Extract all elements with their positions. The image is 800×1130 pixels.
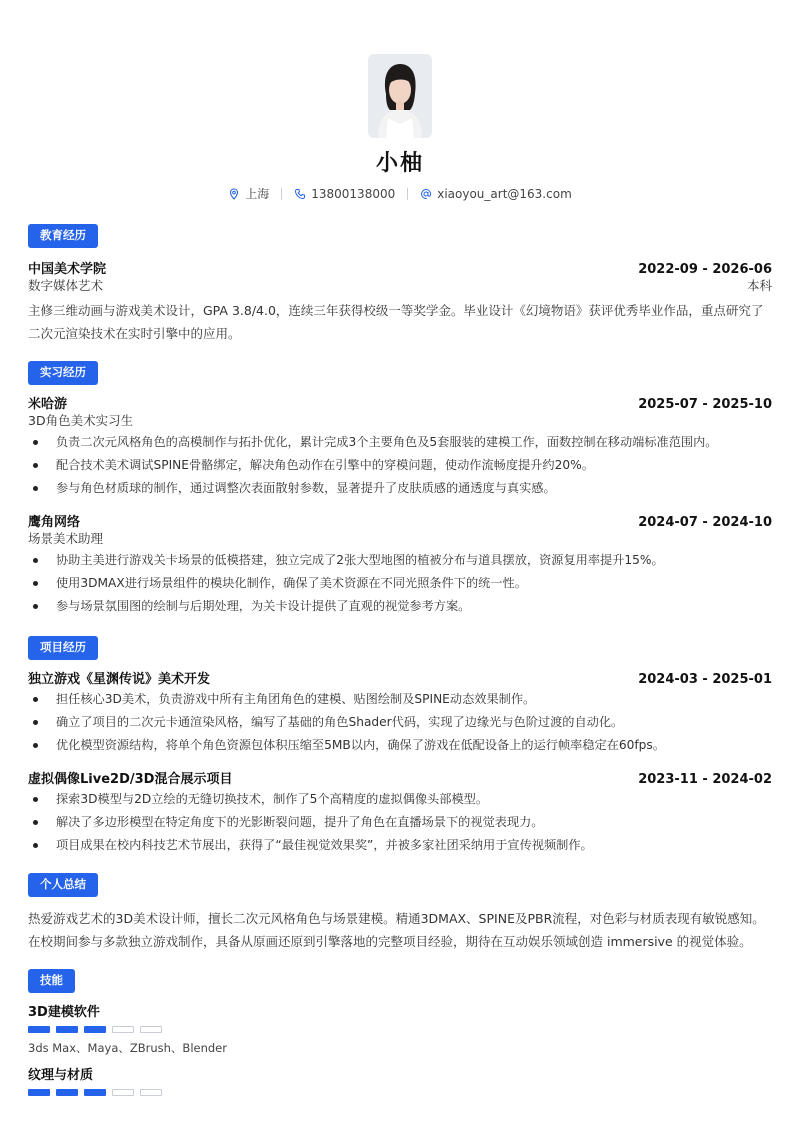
skill-level-filled [28, 1089, 50, 1096]
at-sign-icon [420, 188, 432, 200]
skills-section [28, 969, 772, 1096]
section-title-skills: 技能 [28, 969, 75, 993]
education-description: 主修三维动画与游戏美术设计，GPA 3.8/4.0，连续三年获得校级一等奖学金。毕业设计《幻境物语》获评优秀毕业作品，重点研究了二次元渲染技术在实时引擎中的应用。 [28, 302, 764, 342]
contact-email[interactable] [408, 187, 584, 201]
skill-level-bars [28, 1026, 772, 1033]
section-title-internship: 实习经历 [28, 361, 98, 385]
projects-section [28, 636, 772, 857]
section-title-education: 教育经历 [28, 224, 98, 248]
project-date: 2023-11 - 2024-02 [638, 771, 772, 787]
education-section [28, 224, 772, 345]
skill-level-empty [112, 1089, 134, 1096]
bullet-item: 探索3D模型与2D立绘的无缝切换技术，制作了5个高精度的虚拟偶像头部模型。 [28, 788, 772, 811]
degree: 本科 [746, 277, 772, 293]
skill-level-filled [56, 1026, 78, 1033]
bullet-list [28, 549, 772, 619]
skill-level-empty [140, 1089, 162, 1096]
contact-row [28, 185, 772, 202]
phone-icon [294, 188, 306, 200]
bullet-item: 参与场景氛围图的绘制与后期处理，为关卡设计提供了直观的视觉参考方案。 [28, 595, 772, 618]
skill-description: 3ds Max、Maya、ZBrush、Blender [28, 1040, 227, 1055]
bullet-item: 确立了项目的二次元卡通渲染风格，编写了基础的角色Shader代码，实现了边缘光与色阶过渡的自动化。 [28, 711, 772, 734]
skill-name: 3D建模软件 [28, 1004, 100, 1020]
summary-text: 热爱游戏艺术的3D美术设计师，擅长二次元风格角色与场景建模。精通3DMAX、SPINE及PBR流程，对色彩与材质表现有敏锐感知。在校期间参与多款独立游戏制作，具备从原画还原到引擎落地的完整项目经验，期待在互动娱乐领域创造 immersive 的视觉体验。 [28, 910, 765, 949]
skill-level-filled [56, 1089, 78, 1096]
job-role: 场景美术助理 [28, 530, 104, 546]
section-title-summary: 个人总结 [28, 873, 98, 897]
section-title-projects: 项目经历 [28, 636, 98, 660]
candidate-name: 小柚 [375, 151, 424, 176]
bullet-item: 参与角色材质球的制作，通过调整次表面散射参数，显著提升了皮肤质感的通透度与真实感。 [28, 477, 772, 500]
project-name: 独立游戏《星渊传说》美术开发 [28, 672, 211, 688]
bullet-list [28, 788, 772, 858]
skill-level-filled [84, 1026, 106, 1033]
school-name: 中国美术学院 [28, 261, 107, 277]
location-text: 上海 [245, 187, 270, 201]
education-entry [28, 258, 772, 345]
skill-level-filled [84, 1089, 106, 1096]
bullet-item: 担任核心3D美术，负责游戏中所有主角团角色的建模、贴图绘制及SPINE动态效果制作。 [28, 688, 772, 711]
skill-level-empty [112, 1026, 134, 1033]
internship-entry [28, 511, 772, 619]
project-date: 2024-03 - 2025-01 [638, 672, 772, 688]
project-entry [28, 668, 772, 758]
phone-text: 13800138000 [311, 186, 396, 201]
avatar [368, 54, 432, 138]
contact-location [216, 185, 281, 202]
internship-entry [28, 393, 772, 501]
internship-date: 2024-07 - 2024-10 [638, 514, 772, 530]
skill-name: 纹理与材质 [28, 1067, 94, 1083]
bullet-item: 项目成果在校内科技艺术节展出，获得了“最佳视觉效果奖”，并被多家社团采纳用于宣传视频制作。 [28, 834, 772, 857]
education-date: 2022-09 - 2026-06 [638, 261, 772, 277]
bullet-item: 优化模型资源结构，将单个角色资源包体积压缩至5MB以内，确保了游戏在低配设备上的运行帧率稳定在60fps。 [28, 734, 772, 757]
bullet-item: 协助主美进行游戏关卡场景的低模搭建，独立完成了2张大型地图的植被分布与道具摆放，资源复用率提升15%。 [28, 549, 772, 572]
bullet-item: 使用3DMAX进行场景组件的模块化制作，确保了美术资源在不同光照条件下的统一性。 [28, 572, 772, 595]
skill-item [28, 1001, 772, 1056]
contact-phone [282, 187, 407, 201]
bullet-item: 解决了多边形模型在特定角度下的光影断裂问题，提升了角色在直播场景下的视觉表现力。 [28, 811, 772, 834]
avatar-portrait-icon [368, 54, 432, 138]
job-role: 3D角色美术实习生 [28, 412, 134, 428]
bullet-item: 配合技术美术调试SPINE骨骼绑定，解决角色动作在引擎中的穿模问题，使动作流畅度提升约20%。 [28, 454, 772, 477]
resume-header [28, 0, 772, 202]
location-pin-icon [228, 188, 240, 200]
skill-level-filled [28, 1026, 50, 1033]
bullet-item: 负责二次元风格角色的高模制作与拓扑优化，累计完成3个主要角色及5套服装的建模工作，面数控制在移动端标准范围内。 [28, 431, 772, 454]
company-name: 鹰角网络 [28, 514, 81, 530]
skills-list [28, 1001, 772, 1096]
internship-date: 2025-07 - 2025-10 [638, 396, 772, 412]
skill-item [28, 1064, 772, 1096]
skill-level-bars [28, 1089, 772, 1096]
skill-level-empty [140, 1026, 162, 1033]
bullet-list [28, 431, 772, 501]
project-name: 虚拟偶像Live2D/3D混合展示项目 [28, 771, 233, 787]
summary-section [28, 873, 772, 953]
major: 数字媒体艺术 [28, 277, 104, 293]
project-entry [28, 768, 772, 858]
bullet-list [28, 688, 772, 758]
email-text: xiaoyou_art@163.com [437, 186, 572, 201]
company-name: 米哈游 [28, 396, 68, 412]
internship-section [28, 361, 772, 618]
